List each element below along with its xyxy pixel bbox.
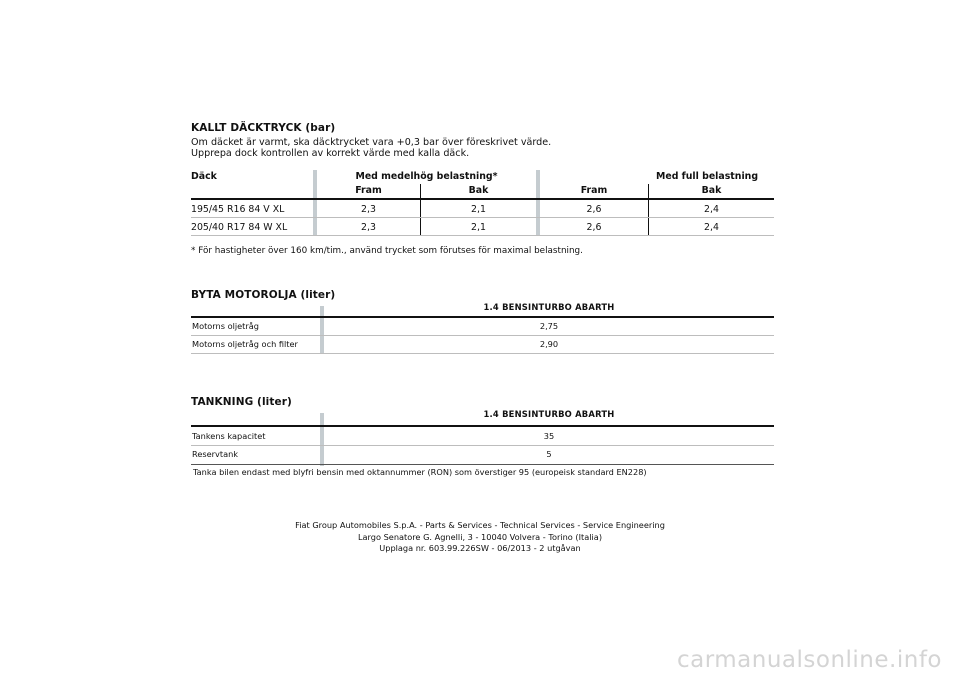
fuel-column-header: 1.4 BENSINTURBO ABARTH <box>483 409 615 419</box>
header-rule <box>191 198 774 200</box>
row-rule <box>191 445 774 446</box>
footer-line-3: Upplaga nr. 603.99.226SW - 06/2013 - 2 utgåvan <box>379 543 581 553</box>
manual-page: KALLT DÄCKTRYCK (bar) Om däcket är varmt, ska däcktrycket vara +0,3 bar över föreskrivet värde. Upprepa dock kontrollen av korrekt värde med kalla däck. Däck Med medelhög belastning* Med full belastning Fram Bak Fram Bak 195/45 R16 84 V XL 2,3 2,1 2,6 2,4 205/40 R17 84 W XL 2,3 2,1 2,6 2,4 * För hastigheter över 160 km/tim., använd trycket som förutses för maximal belastning. BYTA MOTOROLJA (liter) 1.4 BENSINTURBO ABARTH Motorns oljetråg 2,75 Motorns oljetråg och filter 2,90 TANKNING (liter) 1.4 BENSINTURBO ABARTH Tankens kapacitet 35 Reservtank 5 Tanka bilen endast med blyfri bensin med oktannummer (RON) som överstiger 95 (europeisk standard EN228) Fiat Group Automobiles S.p.A. - Parts & Services - Technical Services - Service Engineering Largo Senatore G. Agnelli, 3 - 10040 Volvera - Torino (Italia) Upplaga nr. 603.99.226SW - 06/2013 - 2 utgåvan carmanualsonline.info <box>0 0 960 679</box>
watermark: carmanualsonline.info <box>676 647 942 673</box>
header-rear-full: Bak <box>701 185 722 196</box>
header-front-full: Fram <box>580 185 608 196</box>
fuel-note: Tanka bilen endast med blyfri bensin med oktannummer (RON) som överstiger 95 (europeisk standard EN228) <box>193 467 647 477</box>
header-medium-load: Med medelhög belastning* <box>355 171 498 182</box>
row-1-medium-rear: 2,1 <box>471 204 486 215</box>
row-2-tyre: 205/40 R17 84 W XL <box>191 222 288 233</box>
row-2-medium-rear: 2,1 <box>471 222 486 233</box>
header-rule <box>191 425 774 427</box>
tyre-pressure-title: KALLT DÄCKTRYCK (bar) <box>191 122 336 134</box>
tyre-intro-line-2: Upprepa dock kontrollen av korrekt värde med kalla däck. <box>191 148 470 159</box>
footer-line-1: Fiat Group Automobiles S.p.A. - Parts & Services - Technical Services - Service Engineering <box>295 520 665 530</box>
fuel-row-2-label: Reservtank <box>192 449 239 459</box>
footer-line-2: Largo Senatore G. Agnelli, 3 - 10040 Volvera - Torino (Italia) <box>357 531 603 542</box>
row-rule <box>191 353 774 354</box>
row-2-full-rear: 2,4 <box>704 222 719 233</box>
row-1-full-rear: 2,4 <box>704 204 719 215</box>
row-rule <box>191 335 774 336</box>
fuel-row-1-label: Tankens kapacitet <box>192 431 266 441</box>
header-rule <box>191 316 774 318</box>
tyre-footnote: * För hastigheter över 160 km/tim., använd trycket som förutses för maximal belastning. <box>191 246 583 256</box>
oil-change-title: BYTA MOTOROLJA (liter) <box>191 289 336 301</box>
oil-row-1-value: 2,75 <box>539 321 559 331</box>
fuel-row-2-value: 5 <box>546 449 552 459</box>
oil-row-2-label: Motorns oljetråg och filter <box>192 339 298 349</box>
row-2-full-front: 2,6 <box>586 222 602 233</box>
tyre-intro-line-1: Om däcket är varmt, ska däcktrycket vara +0,3 bar över föreskrivet värde. <box>191 137 552 148</box>
header-front-medium: Fram <box>355 185 382 196</box>
refuelling-title: TANKNING (liter) <box>191 396 292 408</box>
row-1-tyre: 195/45 R16 84 V XL <box>191 204 285 215</box>
row-1-medium-front: 2,3 <box>361 204 376 215</box>
row-1-full-front: 2,6 <box>586 204 602 215</box>
publisher-footer <box>0 520 960 555</box>
header-rear-medium: Bak <box>468 185 489 196</box>
oil-column-header: 1.4 BENSINTURBO ABARTH <box>483 302 615 312</box>
fuel-row-1-value: 35 <box>543 431 555 441</box>
row-rule <box>191 464 774 465</box>
header-tyre: Däck <box>191 171 217 182</box>
row-rule <box>191 235 774 236</box>
oil-row-2-value: 2,90 <box>539 339 559 349</box>
row-rule <box>191 217 774 218</box>
row-2-medium-front: 2,3 <box>361 222 376 233</box>
oil-row-1-label: Motorns oljetråg <box>192 321 259 331</box>
